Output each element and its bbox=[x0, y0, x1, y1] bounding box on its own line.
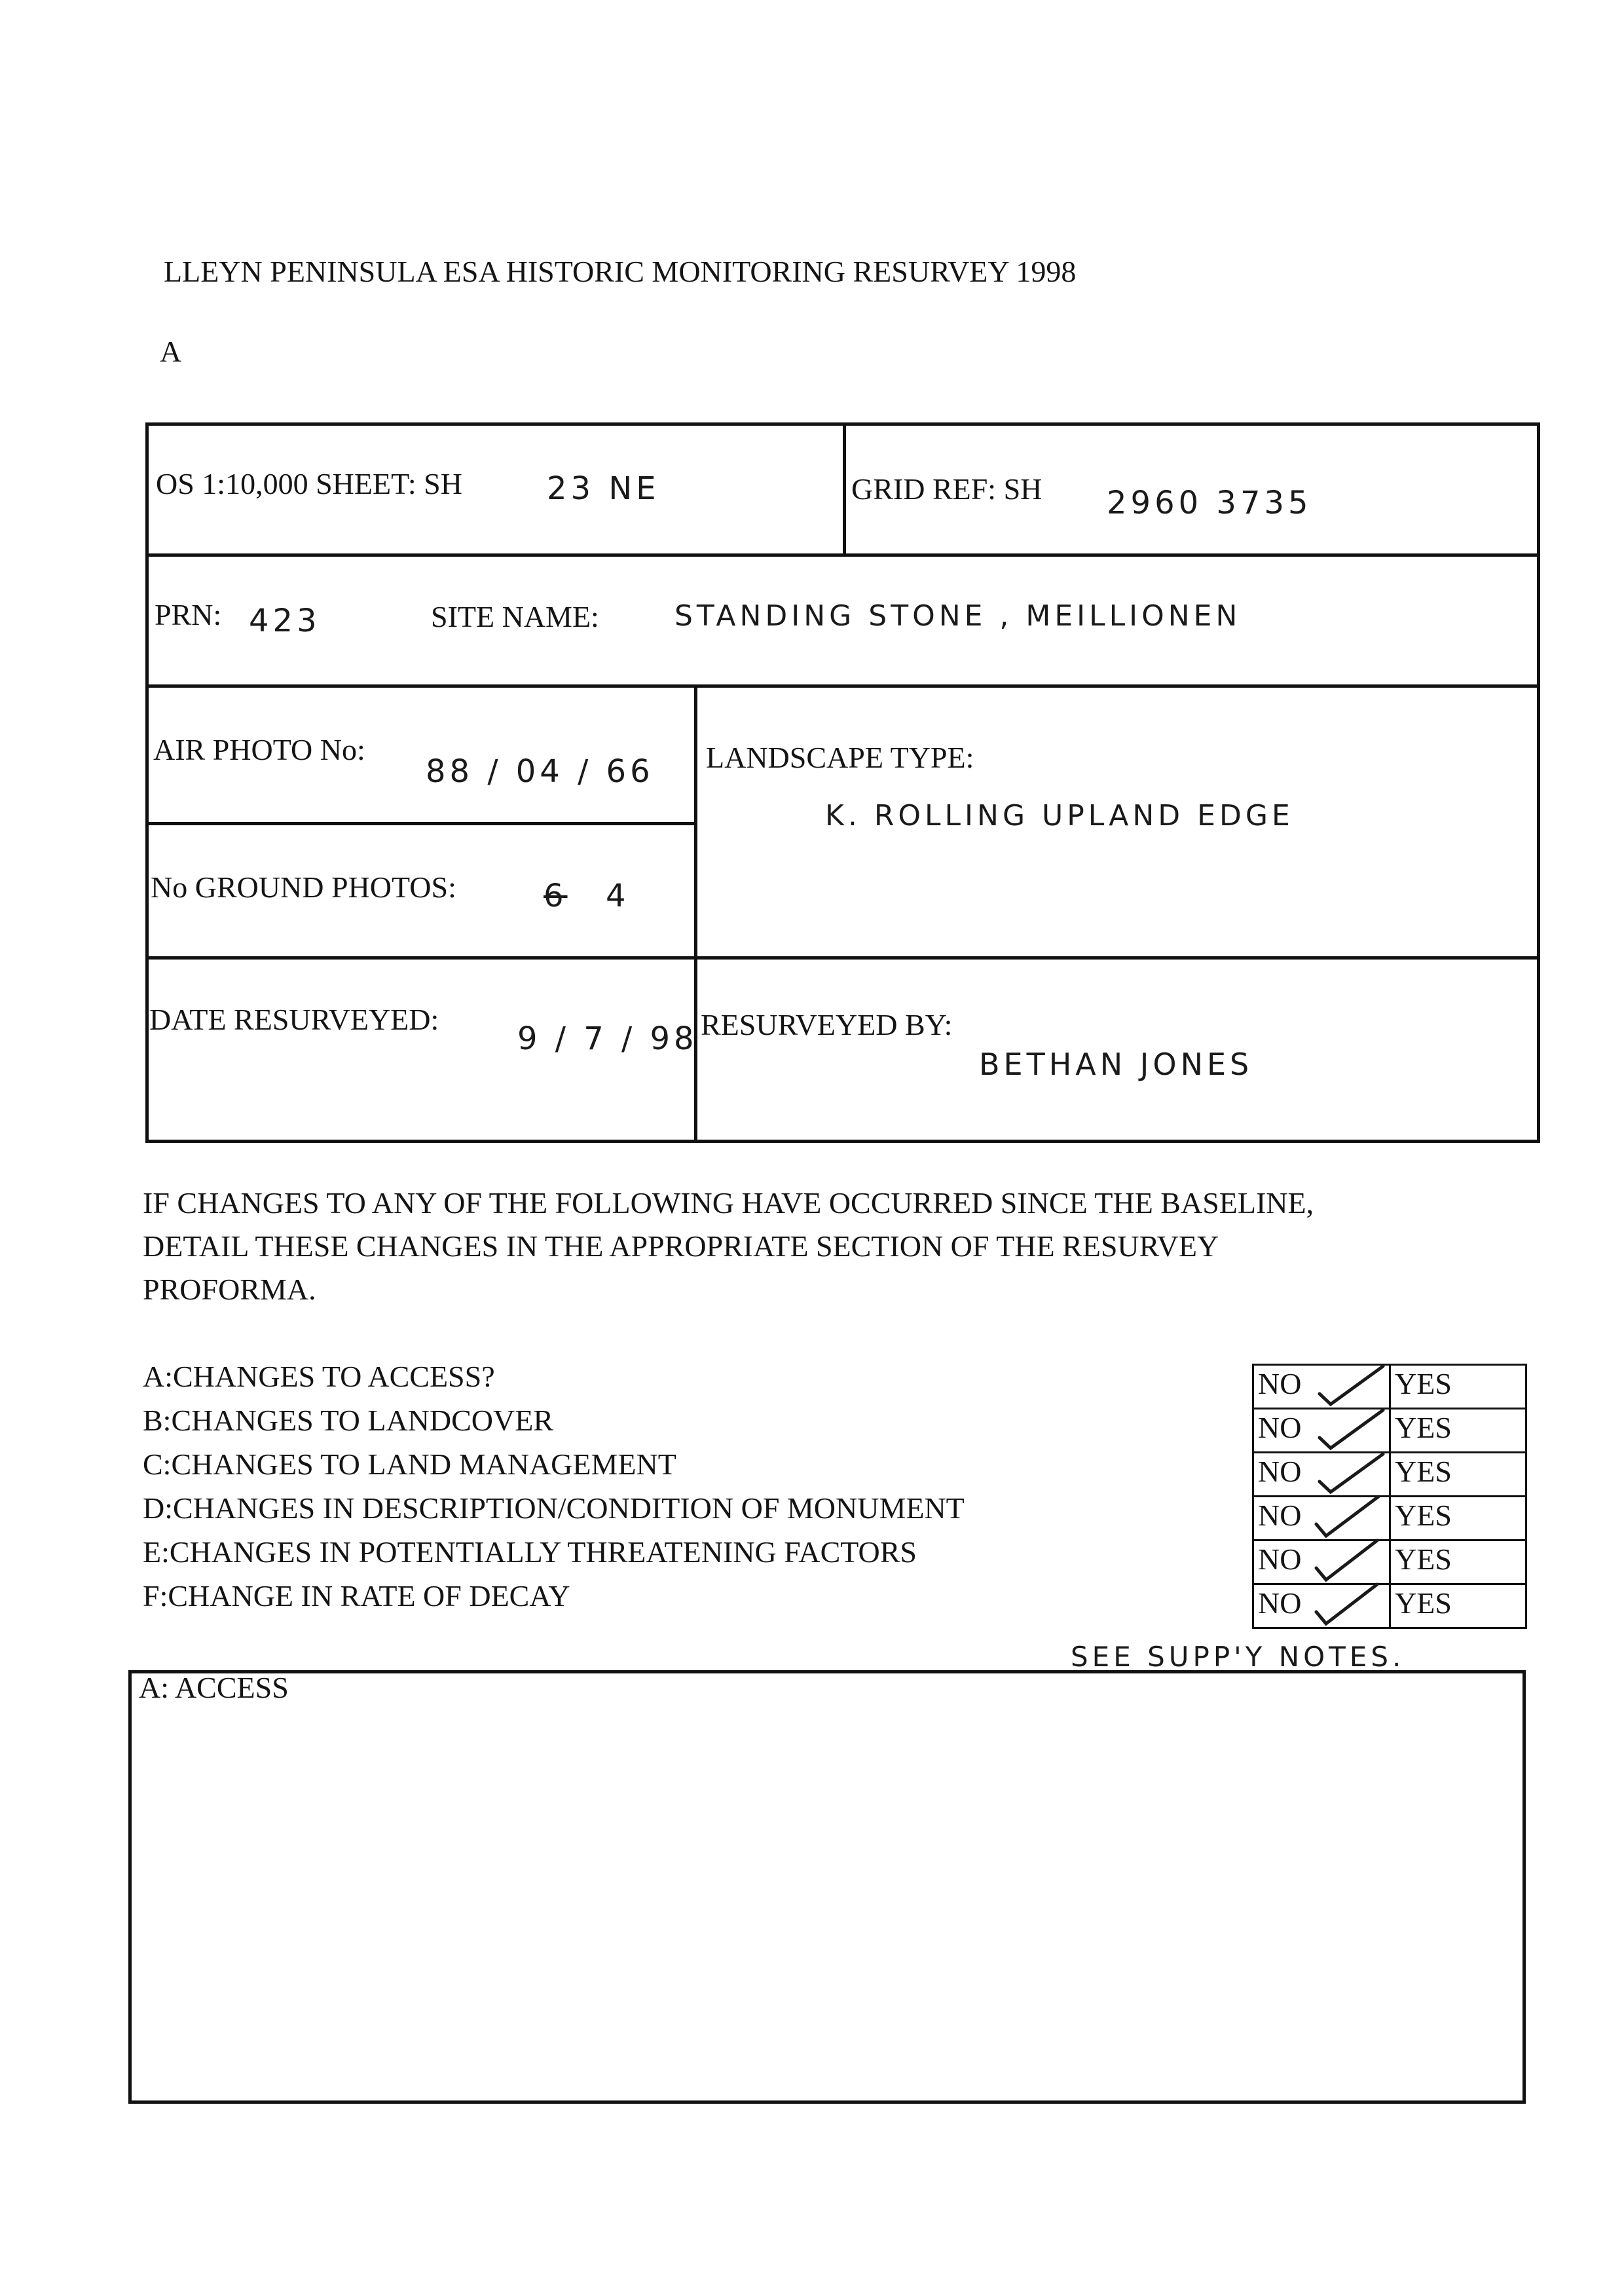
check-mark-icon bbox=[1316, 1450, 1388, 1496]
row-divider-3 bbox=[145, 822, 695, 825]
row-divider-2 bbox=[145, 684, 1540, 688]
no-checkbox-f[interactable]: NO bbox=[1252, 1583, 1391, 1629]
no-checkbox-d[interactable]: NO bbox=[1252, 1495, 1391, 1541]
no-checkbox-c[interactable]: NO bbox=[1252, 1451, 1391, 1497]
ground-photos-label: No GROUND PHOTOS: bbox=[151, 870, 456, 904]
site-name-value: STANDING STONE , MEILLIONEN bbox=[674, 599, 1242, 633]
ground-photos-struck: 6 bbox=[544, 878, 568, 914]
check-mark-icon bbox=[1313, 1494, 1385, 1540]
yes-checkbox-f[interactable]: YES bbox=[1389, 1583, 1527, 1629]
col-divider-2 bbox=[694, 684, 697, 1143]
no-checkbox-b[interactable]: NO bbox=[1252, 1408, 1391, 1453]
grid-ref-label: GRID REF: SH bbox=[851, 472, 1043, 506]
change-item-e: E:CHANGES IN POTENTIALLY THREATENING FACTORS bbox=[143, 1535, 917, 1569]
check-mark-icon bbox=[1313, 1538, 1385, 1584]
access-label: A: ACCESS bbox=[139, 1671, 289, 1704]
os-sheet-label: OS 1:10,000 SHEET: SH bbox=[156, 467, 462, 500]
date-resurveyed-value: 9 / 7 / 98 bbox=[517, 1020, 698, 1057]
check-mark-icon bbox=[1316, 1362, 1388, 1408]
air-photo-value: 88 / 04 / 66 bbox=[426, 753, 654, 790]
yes-checkbox-c[interactable]: YES bbox=[1389, 1451, 1527, 1497]
instructions-line-2: DETAIL THESE CHANGES IN THE APPROPRIATE SECTION OF THE RESURVEY bbox=[143, 1229, 1219, 1263]
change-item-a: A:CHANGES TO ACCESS? bbox=[143, 1360, 495, 1393]
prn-value: 423 bbox=[249, 603, 321, 639]
air-photo-label: AIR PHOTO No: bbox=[153, 733, 365, 766]
landscape-type-value: K. ROLLING UPLAND EDGE bbox=[825, 799, 1294, 832]
resurveyed-by-label: RESURVEYED BY: bbox=[701, 1008, 953, 1041]
prn-label: PRN: bbox=[155, 598, 222, 631]
change-item-b: B:CHANGES TO LANDCOVER bbox=[143, 1404, 554, 1437]
date-resurveyed-label: DATE RESURVEYED: bbox=[149, 1003, 439, 1036]
landscape-type-label: LANDSCAPE TYPE: bbox=[706, 741, 974, 774]
check-mark-icon bbox=[1313, 1582, 1385, 1628]
site-name-label: SITE NAME: bbox=[431, 600, 599, 633]
ground-photos-value: 4 bbox=[606, 878, 630, 914]
col-divider-1 bbox=[843, 422, 846, 557]
form-title: LLEYN PENINSULA ESA HISTORIC MONITORING RESURVEY 1998 bbox=[164, 255, 1077, 288]
resurveyed-by-value: BETHAN JONES bbox=[979, 1047, 1253, 1082]
access-box bbox=[128, 1670, 1526, 2104]
no-checkbox-e[interactable]: NO bbox=[1252, 1539, 1391, 1585]
yes-checkbox-a[interactable]: YES bbox=[1389, 1364, 1527, 1409]
os-sheet-value: 23 NE bbox=[547, 470, 660, 507]
no-checkbox-a[interactable]: NO bbox=[1252, 1364, 1391, 1409]
row-divider-4 bbox=[145, 956, 1540, 960]
change-item-f: F:CHANGE IN RATE OF DECAY bbox=[143, 1579, 570, 1613]
change-item-d: D:CHANGES IN DESCRIPTION/CONDITION OF MONUMENT bbox=[143, 1491, 965, 1525]
supplementary-note: SEE SUPP'Y NOTES. bbox=[1071, 1641, 1405, 1673]
change-item-c: C:CHANGES TO LAND MANAGEMENT bbox=[143, 1447, 676, 1481]
grid-ref-value: 2960 3735 bbox=[1107, 485, 1312, 521]
yes-checkbox-b[interactable]: YES bbox=[1389, 1408, 1527, 1453]
yes-checkbox-d[interactable]: YES bbox=[1389, 1495, 1527, 1541]
yes-checkbox-e[interactable]: YES bbox=[1389, 1539, 1527, 1585]
check-mark-icon bbox=[1316, 1406, 1388, 1452]
form-letter: A bbox=[160, 335, 182, 368]
instructions-line-3: PROFORMA. bbox=[143, 1273, 316, 1306]
instructions-line-1: IF CHANGES TO ANY OF THE FOLLOWING HAVE OCCURRED SINCE THE BASELINE, bbox=[143, 1186, 1314, 1220]
